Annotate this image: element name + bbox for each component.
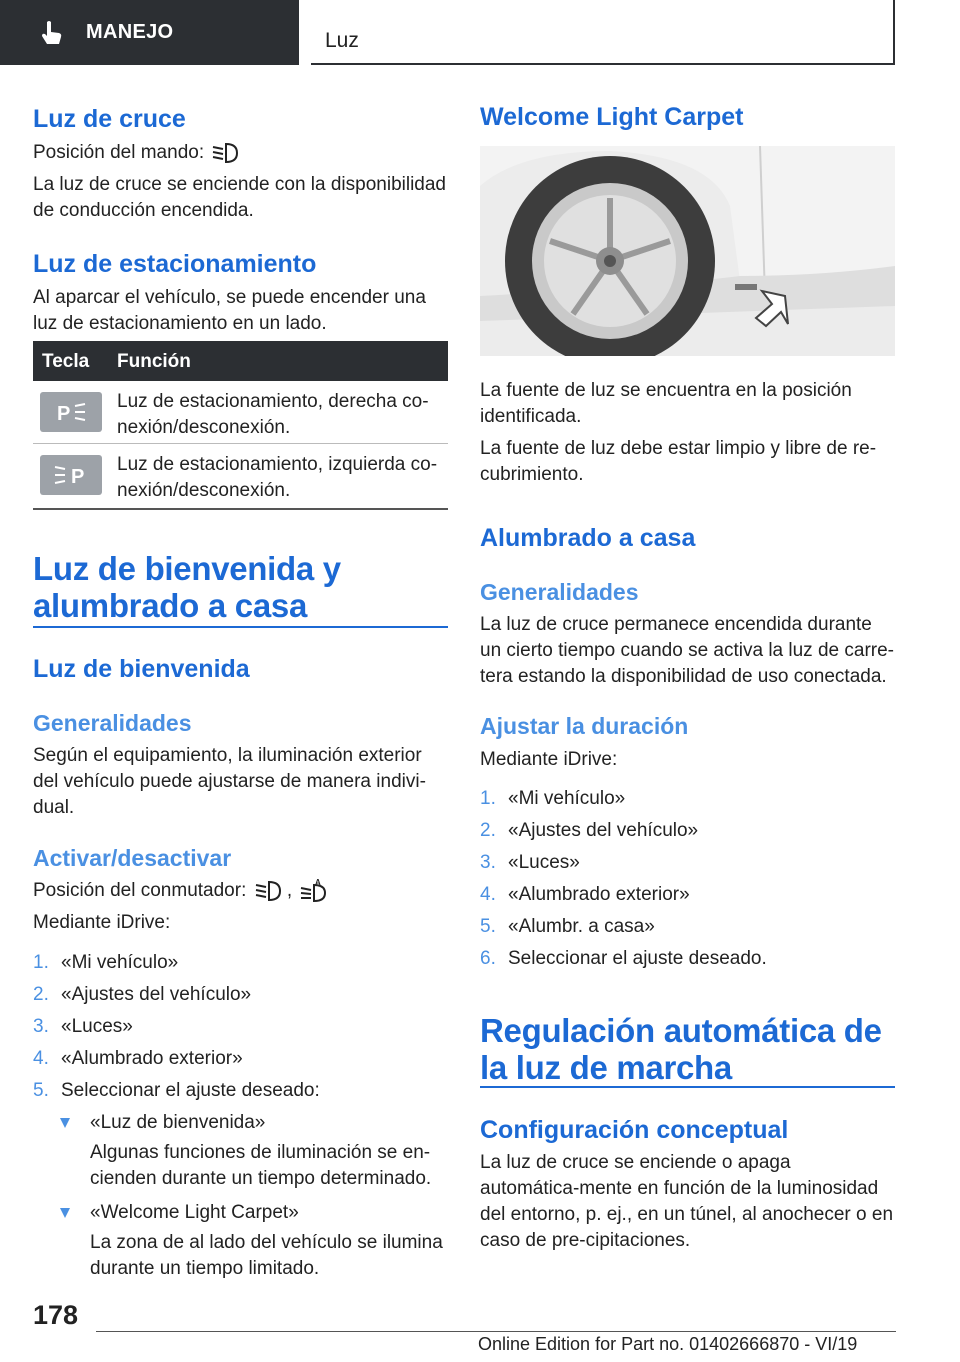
section-tab	[0, 0, 299, 65]
separator: ,	[286, 880, 293, 901]
position-label: Posición del mando:	[33, 142, 205, 163]
footer-rule	[96, 1331, 896, 1332]
low-beam-icon	[252, 880, 282, 902]
table-header	[33, 341, 448, 381]
heading-bienvenida-alumbrado: Luz de bienvenida y alumbrado a casa	[33, 550, 341, 624]
luz-cruce-position	[33, 140, 448, 166]
parking-left-button-icon	[40, 455, 102, 495]
low-beam-icon	[209, 142, 239, 164]
heading-generalidades: Generalidades	[33, 710, 192, 736]
heading-estacionamiento: Luz de estacionamiento	[33, 250, 317, 278]
heading-generalidades: Generalidades	[480, 579, 639, 605]
table-row	[33, 381, 448, 444]
table-col-tecla: Tecla	[42, 351, 90, 372]
svg-text:A: A	[315, 878, 322, 887]
idrive-label: Mediante iDrive:	[33, 912, 171, 933]
heading-configuracion: Configuración conceptual	[480, 1116, 789, 1144]
table-row	[33, 444, 448, 510]
svg-text:P: P	[71, 466, 85, 488]
carpet-text-2: La fuente de luz debe estar limpio y libre de re-cubrimiento.	[480, 438, 877, 485]
heading-alumbrado-casa: Alumbrado a casa	[480, 524, 696, 552]
heading-regulacion: Regulación automática de la luz de marcha	[480, 1012, 882, 1086]
heading-welcome-carpet: Welcome Light Carpet	[480, 103, 744, 131]
table-col-funcion: Función	[117, 351, 191, 372]
section-title: MANEJO	[86, 21, 174, 43]
parking-right-button-icon	[40, 392, 102, 432]
heading-luz-bienvenida: Luz de bienvenida	[33, 655, 250, 683]
edition-text: Online Edition for Part no. 01402666870 - VI/19	[478, 1334, 858, 1354]
luz-cruce-text: La luz de cruce se enciende con la disponibilidad de conducción encendida.	[33, 174, 446, 221]
heading-ajustar: Ajustar la duración	[480, 713, 689, 739]
car-wheel-image	[480, 146, 895, 356]
table-cell: Luz de estacionamiento, derecha co-nexión/desconexión.	[117, 391, 429, 438]
breadcrumb-label: Luz	[325, 29, 359, 52]
parking-light-table	[33, 341, 448, 510]
regulacion-text: La luz de cruce se enciende o apaga automática-mente en función de la luminosidad del entorno, p. ej., en un túnel, al anochecer o en caso de pre-cipitaciones.	[480, 1152, 894, 1251]
triangle-bullet-icon	[60, 1208, 70, 1218]
svg-text:P: P	[57, 403, 71, 425]
carpet-text-1: La fuente de luz se encuentra en la posición identificada.	[480, 380, 852, 427]
alumbrado-gen-text: La luz de cruce permanece encendida durante un cierto tiempo cuando se activa la luz de carre-tera estando la disponibilidad de uso conectada.	[480, 614, 894, 687]
page-number: 178	[33, 1300, 79, 1330]
section-rule	[480, 1086, 895, 1088]
breadcrumb	[311, 0, 895, 65]
switch-position	[33, 878, 448, 904]
section-rule	[33, 626, 448, 628]
bienvenida-gen-text: Según el equipamiento, la iluminación exterior del vehículo puede ajustarse de manera indivi-dual.	[33, 745, 426, 818]
estacionamiento-text: Al aparcar el vehículo, se puede encender una luz de estacionamiento en un lado.	[33, 287, 426, 334]
idrive-label: Mediante iDrive:	[480, 749, 618, 770]
table-cell: Luz de estacionamiento, izquierda co-nexión/desconexión.	[117, 454, 438, 501]
position-label: Posición del conmutador:	[33, 880, 247, 901]
triangle-bullet-icon	[60, 1118, 70, 1128]
heading-luz-cruce: Luz de cruce	[33, 105, 186, 133]
heading-activar: Activar/desactivar	[33, 845, 232, 871]
auto-headlight-icon	[297, 879, 327, 903]
hand-pointer-icon	[38, 19, 66, 47]
